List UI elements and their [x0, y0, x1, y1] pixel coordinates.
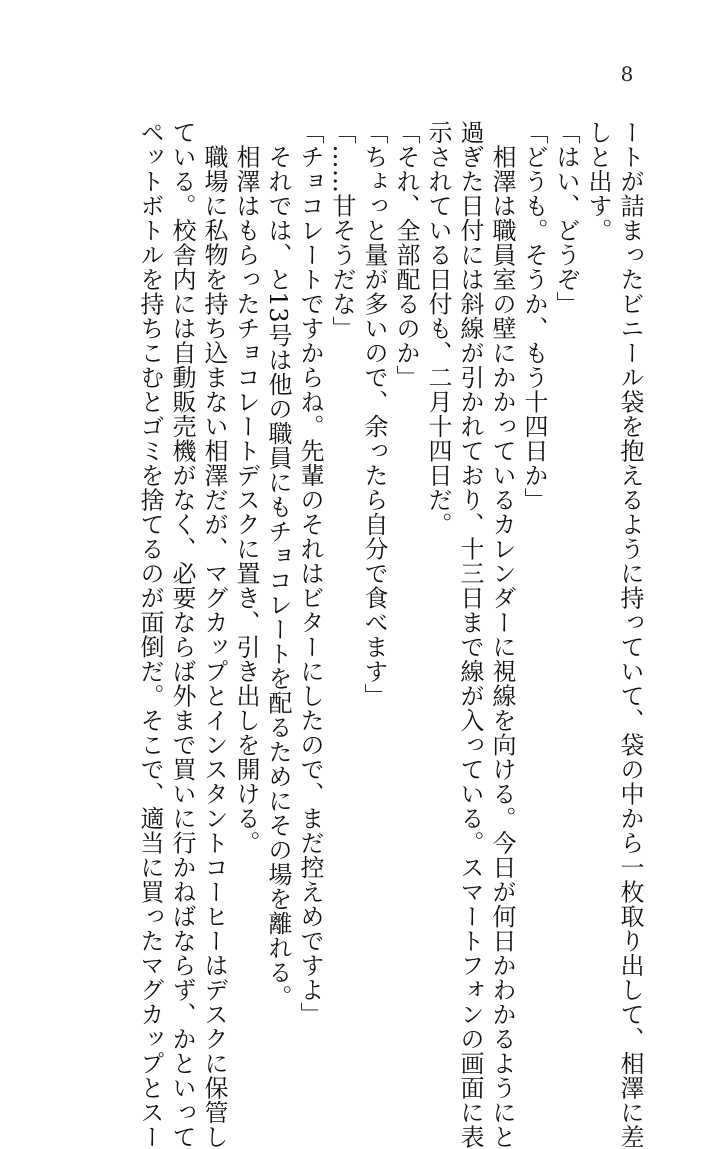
page-number: 8 — [620, 62, 634, 86]
text-line: 「はい、どうぞ」 — [552, 120, 580, 316]
text-line: 「どうも。そうか、もう十四日か」 — [520, 120, 548, 512]
text-line: ペットボトルを持ちこむとゴミを捨てるのが面倒だ。そこで、適当に買ったマグカップとスー — [136, 120, 164, 1149]
text-line: 「ちょっと量が多いので、余ったら自分で食べます」 — [360, 120, 388, 708]
text-line: それでは、と13号は他の職員にもチョコレートを配るためにその場を離れる。 — [264, 120, 292, 1010]
vertical-text-body — [134, 120, 646, 1149]
text-line: 職場に私物を持ち込まない相澤だが、マグカップとインスタントコーヒーはデスクに保管し — [200, 120, 228, 1149]
text-line: 示されている日付も、二月十四日だ。 — [424, 120, 452, 537]
text-line: ている。校舎内には自動販売機がなく、必要ならば外まで買いに行かねばならず、かといって — [168, 120, 196, 1149]
text-line: 「……甘そうだな」 — [328, 120, 356, 341]
text-line: 「それ、全部配るのか」 — [392, 120, 420, 390]
text-line: 過ぎた日付には斜線が引かれており、十三日まで線が入っている。スマートフォンの画面に表 — [456, 120, 484, 1149]
text-line: しと出す。 — [584, 120, 612, 243]
text-line: 相澤は職員室の壁にかかっているカレンダーに視線を向ける。今日が何日かわかるようにと — [488, 120, 516, 1149]
text-line: ートが詰まったビニール袋を抱えるように持っていて、袋の中から一枚取り出して、相澤に差 — [616, 120, 644, 1149]
text-line: 「チョコレートですからね。先輩のそれはビターにしたので、まだ控えめですよ」 — [296, 120, 324, 1027]
text-line: 相澤はもらったチョコレートデスクに置き、引き出しを開ける。 — [232, 120, 260, 855]
